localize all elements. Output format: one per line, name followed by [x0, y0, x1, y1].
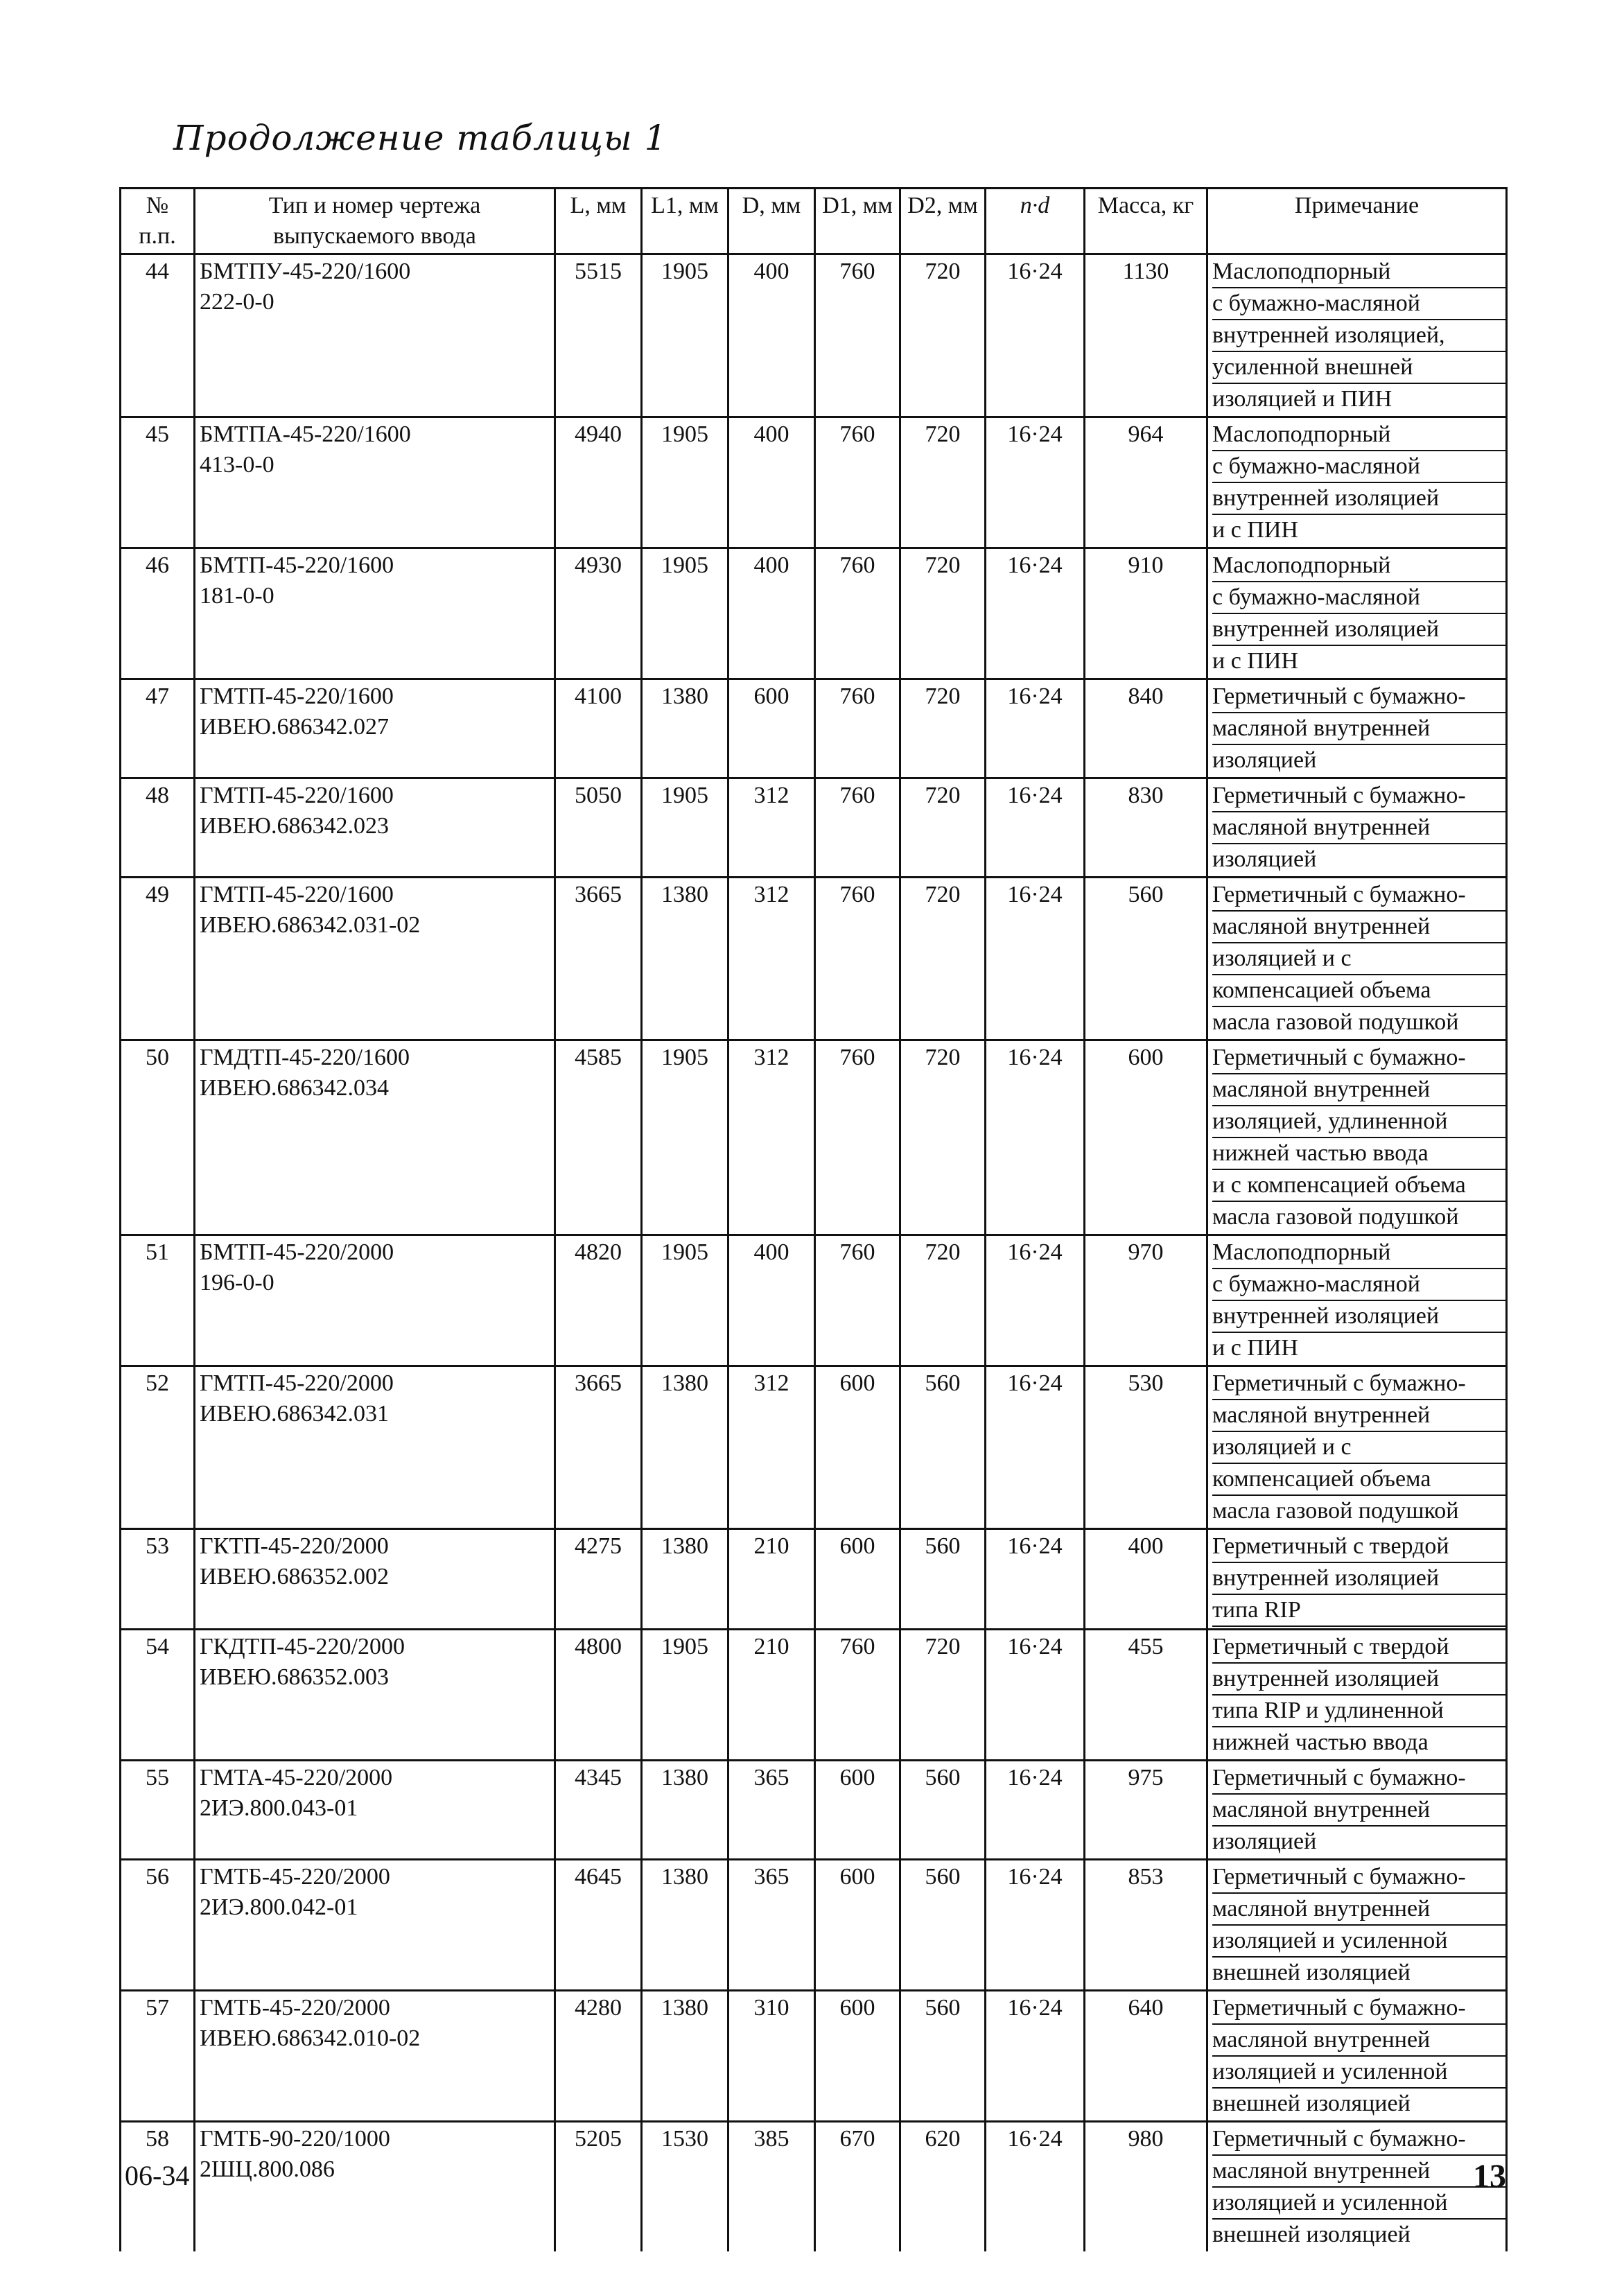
note-line: компенсацией объема: [1212, 975, 1505, 1007]
note-line: внутренней изоляцией,: [1212, 320, 1505, 352]
header-D: D, мм: [728, 189, 815, 254]
type-line: ГМТП-45-220/1600: [200, 882, 394, 907]
row-d1: 670: [815, 2122, 900, 2252]
note-line: изоляцией: [1212, 1829, 1317, 1854]
row-l: 4930: [555, 548, 642, 679]
note-line: масла газовой подушкой: [1212, 1009, 1459, 1035]
note-line: изоляцией, удлиненной: [1212, 1106, 1505, 1138]
note-line: внешней изоляцией: [1212, 1960, 1411, 1985]
row-l1: 1380: [642, 1991, 728, 2122]
table-row: [121, 1235, 1507, 1366]
row-nd: 16·24: [986, 417, 1085, 548]
row-note: [1207, 878, 1507, 1040]
row-note: [1207, 1235, 1507, 1366]
note-line: Герметичный с бумажно-: [1212, 681, 1505, 713]
row-l: 4275: [555, 1529, 642, 1630]
row-l: 4800: [555, 1630, 642, 1761]
row-type: [195, 1366, 555, 1529]
row-d: 312: [728, 778, 815, 878]
header-mass: Масса, кг: [1085, 189, 1207, 254]
row-l1: 1905: [642, 417, 728, 548]
note-line: с бумажно-масляной: [1212, 288, 1505, 320]
row-l: 4585: [555, 1040, 642, 1235]
type-line: ГМТБ-90-220/1000: [200, 2126, 390, 2152]
table-row: [121, 2122, 1507, 2252]
note-line: усиленной внешней: [1212, 352, 1505, 384]
row-mass: 400: [1085, 1529, 1207, 1630]
note-line: масла газовой подушкой: [1212, 1204, 1459, 1230]
row-d1: 760: [815, 417, 900, 548]
row-type: [195, 1040, 555, 1235]
row-note: [1207, 417, 1507, 548]
row-l1: 1380: [642, 1366, 728, 1529]
table-row: [121, 1040, 1507, 1235]
type-line: БМТПА-45-220/1600: [200, 421, 411, 447]
row-l1: 1905: [642, 1040, 728, 1235]
row-l: 4940: [555, 417, 642, 548]
row-nd: 16·24: [986, 679, 1085, 778]
type-line: ГКТП-45-220/2000: [200, 1533, 389, 1559]
table-row: [121, 878, 1507, 1040]
row-note: [1207, 1529, 1507, 1630]
row-d1: 600: [815, 1761, 900, 1860]
note-line: Герметичный с бумажно-: [1212, 781, 1505, 812]
row-l1: 1380: [642, 1529, 728, 1630]
row-d1: 760: [815, 1235, 900, 1366]
type-line: БМТП-45-220/1600: [200, 552, 394, 578]
type-line: ИВЕЮ.686342.034: [200, 1075, 389, 1101]
row-mass: 560: [1085, 878, 1207, 1040]
header-type: Тип и номер чертежа выпускаемого ввода: [195, 189, 555, 254]
row-type: [195, 778, 555, 878]
row-type: [195, 2122, 555, 2252]
table-body: [121, 254, 1507, 2252]
note-line: Маслоподпорный: [1212, 550, 1505, 582]
type-line: ИВЕЮ.686342.031-02: [200, 912, 421, 938]
row-note: [1207, 2122, 1507, 2252]
type-line: 413-0-0: [200, 452, 274, 478]
row-nd: 16·24: [986, 878, 1085, 1040]
type-line: ГМТА-45-220/2000: [200, 1765, 393, 1790]
row-l: 5205: [555, 2122, 642, 2252]
note-line: Герметичный с бумажно-: [1212, 1368, 1505, 1400]
row-number: 52: [121, 1366, 195, 1529]
row-d2: 720: [900, 1630, 986, 1761]
note-line: с бумажно-масляной: [1212, 582, 1505, 614]
row-note: [1207, 1366, 1507, 1529]
row-d2: 720: [900, 878, 986, 1040]
note-line: масляной внутренней: [1212, 912, 1505, 943]
row-d2: 720: [900, 254, 986, 417]
type-line: 222-0-0: [200, 289, 274, 315]
table-row: [121, 1529, 1507, 1630]
row-nd: 16·24: [986, 1366, 1085, 1529]
row-number: 46: [121, 548, 195, 679]
row-d2: 560: [900, 1761, 986, 1860]
type-line: ГМТБ-45-220/2000: [200, 1864, 390, 1890]
note-line: изоляцией и усиленной: [1212, 2188, 1505, 2220]
note-line: Герметичный с бумажно-: [1212, 880, 1505, 912]
note-line: внутренней изоляцией: [1212, 483, 1505, 515]
page-title: Продолжение таблицы 1: [173, 118, 667, 158]
note-line: внутренней изоляцией: [1212, 1664, 1505, 1696]
note-line: масла газовой подушкой: [1212, 1498, 1459, 1524]
table-row: [121, 417, 1507, 548]
row-l: 3665: [555, 878, 642, 1040]
row-mass: 980: [1085, 2122, 1207, 2252]
row-l1: 1380: [642, 1860, 728, 1991]
type-line: БМТПУ-45-220/1600: [200, 259, 411, 284]
row-number: 44: [121, 254, 195, 417]
row-note: [1207, 778, 1507, 878]
row-mass: 964: [1085, 417, 1207, 548]
note-line: типа RIP: [1212, 1595, 1505, 1627]
row-l1: 1380: [642, 1761, 728, 1860]
note-line: внешней изоляцией: [1212, 2091, 1411, 2116]
row-d2: 720: [900, 778, 986, 878]
row-number: 53: [121, 1529, 195, 1630]
row-mass: 840: [1085, 679, 1207, 778]
note-line: Герметичный с твердой: [1212, 1531, 1505, 1563]
row-number: 54: [121, 1630, 195, 1761]
note-line: и с компенсацией объема: [1212, 1170, 1505, 1202]
note-line: Маслоподпорный: [1212, 419, 1505, 451]
type-line: ИВЕЮ.686342.031: [200, 1401, 389, 1427]
row-type: [195, 254, 555, 417]
type-line: ГМТБ-45-220/2000: [200, 1995, 390, 2021]
row-note: [1207, 1991, 1507, 2122]
row-nd: 16·24: [986, 1040, 1085, 1235]
row-nd: 16·24: [986, 778, 1085, 878]
table-row: [121, 548, 1507, 679]
type-line: БМТП-45-220/2000: [200, 1239, 394, 1265]
note-line: Герметичный с бумажно-: [1212, 1043, 1505, 1074]
row-d2: 620: [900, 2122, 986, 2252]
type-line: ГМТП-45-220/2000: [200, 1370, 394, 1396]
row-note: [1207, 1761, 1507, 1860]
row-d1: 600: [815, 1860, 900, 1991]
note-line: масляной внутренней: [1212, 1894, 1505, 1926]
note-line: Герметичный с бумажно-: [1212, 1993, 1505, 2025]
type-line: ГМТП-45-220/1600: [200, 683, 394, 709]
row-type: [195, 679, 555, 778]
header-L1: L1, мм: [642, 189, 728, 254]
type-line: ГКДТП-45-220/2000: [200, 1634, 405, 1659]
row-l: 4820: [555, 1235, 642, 1366]
note-line: изоляцией и с: [1212, 943, 1505, 975]
note-line: изоляцией: [1212, 846, 1317, 872]
row-l1: 1905: [642, 1630, 728, 1761]
row-number: 48: [121, 778, 195, 878]
note-line: изоляцией: [1212, 747, 1317, 773]
header-L: L, мм: [555, 189, 642, 254]
note-line: изоляцией и с: [1212, 1432, 1505, 1464]
row-l: 5515: [555, 254, 642, 417]
row-mass: 455: [1085, 1630, 1207, 1761]
note-line: с бумажно-масляной: [1212, 451, 1505, 483]
row-mass: 600: [1085, 1040, 1207, 1235]
row-nd: 16·24: [986, 1991, 1085, 2122]
row-note: [1207, 679, 1507, 778]
row-d2: 560: [900, 1366, 986, 1529]
row-nd: 16·24: [986, 1630, 1085, 1761]
type-line: ИВЕЮ.686342.027: [200, 714, 389, 740]
row-type: [195, 1529, 555, 1630]
row-d1: 600: [815, 1529, 900, 1630]
row-number: 58: [121, 2122, 195, 2252]
row-mass: 975: [1085, 1761, 1207, 1860]
note-line: и с ПИН: [1212, 648, 1298, 674]
row-d2: 720: [900, 1235, 986, 1366]
note-line: Герметичный с бумажно-: [1212, 1862, 1505, 1894]
table-row: [121, 778, 1507, 878]
row-nd: 16·24: [986, 1235, 1085, 1366]
row-l1: 1380: [642, 679, 728, 778]
type-line: ИВЕЮ.686352.003: [200, 1664, 389, 1690]
table-row: [121, 1860, 1507, 1991]
row-d1: 760: [815, 1040, 900, 1235]
note-line: типа RIP и удлиненной: [1212, 1696, 1505, 1727]
row-mass: 530: [1085, 1366, 1207, 1529]
row-d: 400: [728, 548, 815, 679]
note-line: масляной внутренней: [1212, 2025, 1505, 2057]
row-d: 210: [728, 1630, 815, 1761]
row-d2: 720: [900, 417, 986, 548]
row-d1: 760: [815, 254, 900, 417]
row-note: [1207, 1040, 1507, 1235]
note-line: Герметичный с твердой: [1212, 1632, 1505, 1664]
note-line: внешней изоляцией: [1212, 2222, 1411, 2247]
row-d1: 760: [815, 778, 900, 878]
row-d: 600: [728, 679, 815, 778]
row-l1: 1380: [642, 878, 728, 1040]
header-nd: n·d: [986, 189, 1085, 254]
row-d: 312: [728, 1366, 815, 1529]
row-number: 57: [121, 1991, 195, 2122]
note-line: компенсацией объема: [1212, 1464, 1505, 1496]
spec-table: [119, 187, 1508, 2251]
page-number: 13: [1473, 2158, 1506, 2195]
row-mass: 970: [1085, 1235, 1207, 1366]
row-number: 45: [121, 417, 195, 548]
row-d1: 760: [815, 679, 900, 778]
table-row: [121, 1761, 1507, 1860]
row-type: [195, 878, 555, 1040]
header-note: Примечание: [1207, 189, 1507, 254]
row-l1: 1530: [642, 2122, 728, 2252]
row-d2: 720: [900, 679, 986, 778]
table-row: [121, 254, 1507, 417]
table-row: [121, 1366, 1507, 1529]
row-type: [195, 1630, 555, 1761]
row-d1: 760: [815, 878, 900, 1040]
header-D2: D2, мм: [900, 189, 986, 254]
row-note: [1207, 254, 1507, 417]
table-row: [121, 679, 1507, 778]
table-header-row: [121, 189, 1507, 254]
row-type: [195, 548, 555, 679]
row-type: [195, 1860, 555, 1991]
row-type: [195, 1235, 555, 1366]
row-d: 310: [728, 1991, 815, 2122]
row-d: 365: [728, 1860, 815, 1991]
document-code: 06-34: [125, 2160, 190, 2191]
table-row: [121, 1630, 1507, 1761]
note-line: внутренней изоляцией: [1212, 614, 1505, 646]
row-type: [195, 1761, 555, 1860]
row-mass: 1130: [1085, 254, 1207, 417]
row-d2: 560: [900, 1529, 986, 1630]
type-line: ГМТП-45-220/1600: [200, 783, 394, 808]
row-l: 5050: [555, 778, 642, 878]
type-line: 196-0-0: [200, 1270, 274, 1296]
note-line: масляной внутренней: [1212, 2156, 1505, 2188]
row-number: 55: [121, 1761, 195, 1860]
note-line: масляной внутренней: [1212, 1795, 1505, 1827]
type-line: 2ИЭ.800.043-01: [200, 1795, 358, 1821]
note-line: нижней частью ввода: [1212, 1138, 1505, 1170]
note-line: Герметичный с бумажно-: [1212, 1763, 1505, 1795]
row-l1: 1905: [642, 1235, 728, 1366]
note-line: нижней частью ввода: [1212, 1729, 1429, 1755]
row-nd: 16·24: [986, 1761, 1085, 1860]
row-nd: 16·24: [986, 254, 1085, 417]
row-nd: 16·24: [986, 548, 1085, 679]
type-line: ГМДТП-45-220/1600: [200, 1045, 410, 1070]
row-d: 312: [728, 1040, 815, 1235]
row-l1: 1905: [642, 254, 728, 417]
row-d2: 560: [900, 1991, 986, 2122]
row-mass: 853: [1085, 1860, 1207, 1991]
note-line: изоляцией и усиленной: [1212, 1926, 1505, 1958]
table-row: [121, 1991, 1507, 2122]
header-num: № п.п.: [121, 189, 195, 254]
row-nd: 16·24: [986, 1860, 1085, 1991]
note-line: масляной внутренней: [1212, 812, 1505, 844]
row-d: 385: [728, 2122, 815, 2252]
row-d: 400: [728, 254, 815, 417]
note-line: масляной внутренней: [1212, 1074, 1505, 1106]
row-d: 400: [728, 417, 815, 548]
row-l: 4100: [555, 679, 642, 778]
row-mass: 910: [1085, 548, 1207, 679]
note-line: масляной внутренней: [1212, 713, 1505, 745]
type-line: 181-0-0: [200, 583, 274, 609]
row-number: 50: [121, 1040, 195, 1235]
type-line: ИВЕЮ.686342.010-02: [200, 2025, 421, 2051]
note-line: масляной внутренней: [1212, 1400, 1505, 1432]
row-number: 56: [121, 1860, 195, 1991]
row-number: 51: [121, 1235, 195, 1366]
row-d: 210: [728, 1529, 815, 1630]
row-l1: 1905: [642, 778, 728, 878]
type-line: ИВЕЮ.686342.023: [200, 813, 389, 839]
row-note: [1207, 548, 1507, 679]
row-d1: 600: [815, 1991, 900, 2122]
row-nd: 16·24: [986, 1529, 1085, 1630]
row-mass: 640: [1085, 1991, 1207, 2122]
row-d1: 760: [815, 548, 900, 679]
row-note: [1207, 1860, 1507, 1991]
row-d2: 720: [900, 1040, 986, 1235]
row-type: [195, 417, 555, 548]
row-type: [195, 1991, 555, 2122]
note-line: внутренней изоляцией: [1212, 1563, 1505, 1595]
row-d: 365: [728, 1761, 815, 1860]
row-l: 4280: [555, 1991, 642, 2122]
row-nd: 16·24: [986, 2122, 1085, 2252]
row-l: 3665: [555, 1366, 642, 1529]
row-d1: 600: [815, 1366, 900, 1529]
row-number: 49: [121, 878, 195, 1040]
type-line: 2ШЦ.800.086: [200, 2156, 335, 2182]
type-line: ИВЕЮ.686352.002: [200, 1564, 389, 1589]
note-line: изоляцией и усиленной: [1212, 2057, 1505, 2089]
row-mass: 830: [1085, 778, 1207, 878]
note-line: Маслоподпорный: [1212, 256, 1505, 288]
note-line: Маслоподпорный: [1212, 1237, 1505, 1269]
row-d: 312: [728, 878, 815, 1040]
type-line: 2ИЭ.800.042-01: [200, 1894, 358, 1920]
note-line: внутренней изоляцией: [1212, 1301, 1505, 1333]
row-d2: 720: [900, 548, 986, 679]
note-line: и с ПИН: [1212, 517, 1298, 543]
row-l: 4345: [555, 1761, 642, 1860]
row-d: 400: [728, 1235, 815, 1366]
row-l: 4645: [555, 1860, 642, 1991]
row-d1: 760: [815, 1630, 900, 1761]
row-d2: 560: [900, 1860, 986, 1991]
note-line: Герметичный с бумажно-: [1212, 2124, 1505, 2156]
note-line: изоляцией и ПИН: [1212, 386, 1392, 412]
note-line: и с ПИН: [1212, 1335, 1298, 1361]
row-number: 47: [121, 679, 195, 778]
row-note: [1207, 1630, 1507, 1761]
header-D1: D1, мм: [815, 189, 900, 254]
row-l1: 1905: [642, 548, 728, 679]
note-line: с бумажно-масляной: [1212, 1269, 1505, 1301]
